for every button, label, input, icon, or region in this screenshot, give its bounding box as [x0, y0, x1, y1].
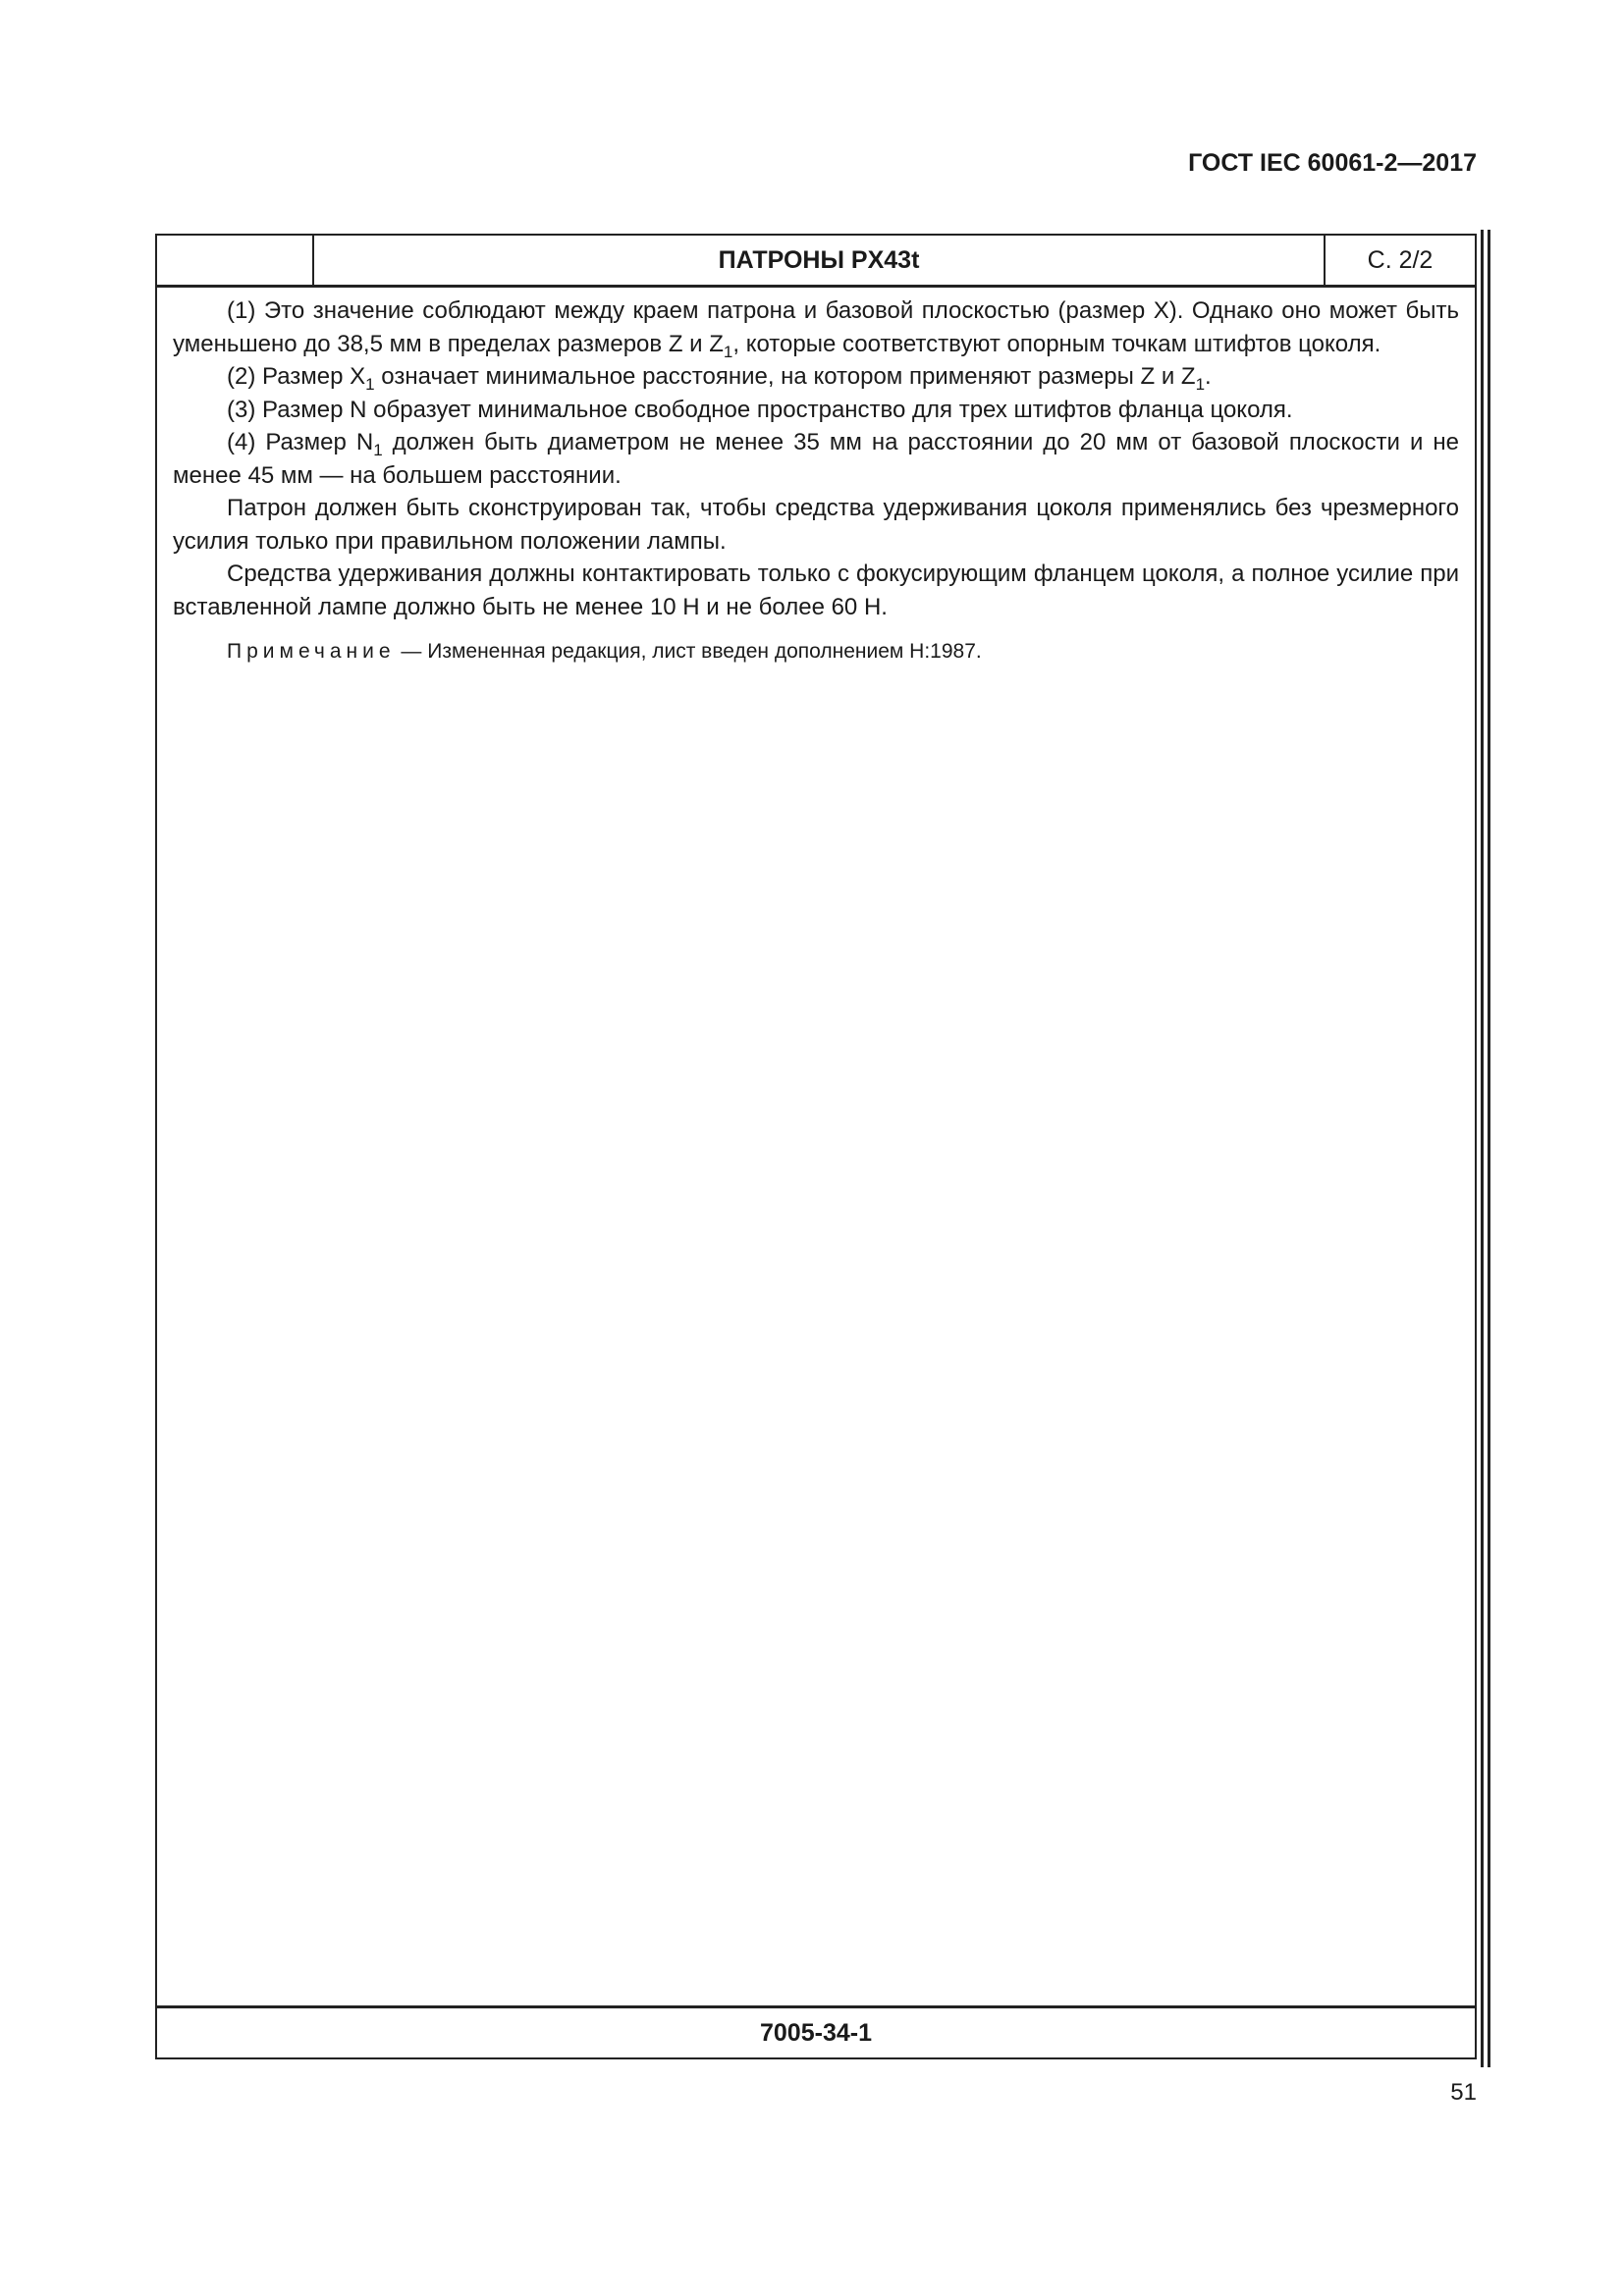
double-border-line: [1481, 230, 1490, 2067]
remark: [173, 635, 1459, 668]
note-2: [173, 360, 1459, 394]
text: (1) Это значение соблюдают между краем патрона и базовой плоскостью (размер X). Однако оно может быть уменьшено до 38,5 мм в пределах размеров Z и Z: [173, 297, 1459, 357]
subscript: 1: [723, 342, 733, 361]
sheet-footer-code: 7005-34-1: [157, 2005, 1475, 2057]
subscript: 1: [373, 440, 383, 459]
text: должен быть диаметром не менее 35 мм на расстоянии до 20 мм от базовой плоскости и не менее 45 мм — на большем расстоянии.: [173, 429, 1459, 489]
text: (2) Размер X: [227, 363, 366, 390]
page-number: 51: [1450, 2079, 1477, 2106]
text: , которые соответствуют опорным точкам штифтов цоколя.: [732, 330, 1381, 357]
text: .: [1205, 363, 1212, 390]
paragraph-holder-design: Патрон должен быть сконструирован так, чтобы средства удерживания цоколя применялись без чрезмерного усилия только при правильном положении лампы.: [173, 495, 1459, 555]
standard-sheet-frame: [155, 234, 1477, 2059]
sheet-number: С. 2/2: [1367, 246, 1434, 274]
sheet-body: [173, 294, 1459, 668]
note-4: [173, 426, 1459, 492]
remark-text: — Измененная редакция, лист введен дополнением Н:1987.: [395, 640, 982, 663]
sheet-header: [157, 236, 1475, 288]
paragraph-retaining-means: Средства удерживания должны контактировать только с фокусирующим фланцем цоколя, а полное усилие при вставленной лампе должно быть не менее 10 Н и не более 60 Н.: [173, 561, 1459, 620]
document-code: ГОСТ IEC 60061-2—2017: [1188, 149, 1477, 177]
note-1: [173, 294, 1459, 360]
header-empty-cell: [157, 236, 314, 285]
text: (4) Размер N: [227, 429, 374, 455]
subscript: 1: [1195, 374, 1206, 394]
subscript: 1: [365, 374, 375, 394]
note-3: (3) Размер N образует минимальное свободное пространство для трех штифтов фланца цоколя.: [227, 396, 1293, 423]
text: означает минимальное расстояние, на котором применяют размеры Z и Z: [374, 363, 1196, 390]
sheet-title: ПАТРОНЫ PX43t: [314, 236, 1326, 285]
remark-label: Примечание: [227, 640, 396, 663]
